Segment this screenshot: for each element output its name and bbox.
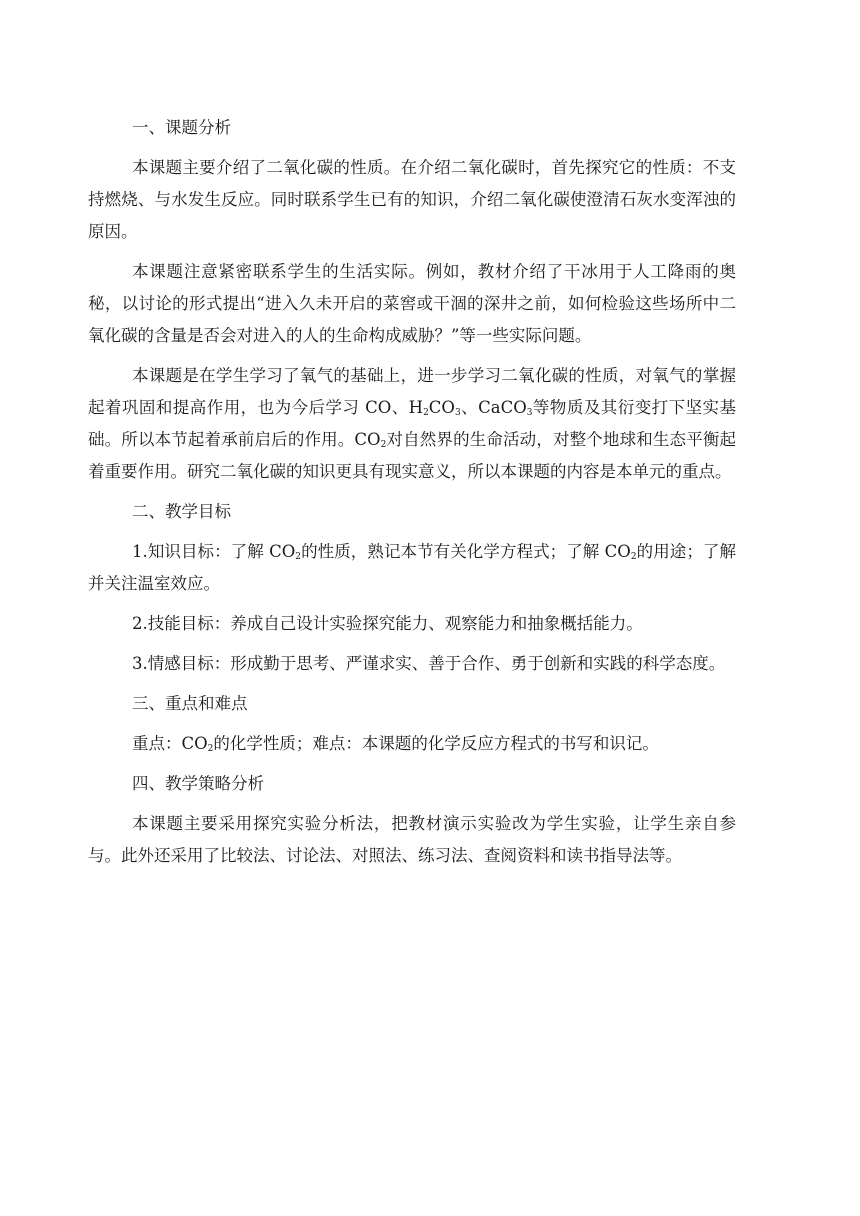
subscript: 2 (630, 552, 637, 562)
text-run: CO (428, 398, 455, 417)
text-run: 等物质及其衍变打下坚实基础。所以本节起着承前启后的作用。CO (88, 398, 737, 449)
goal-skill: 2.技能目标：养成自己设计实验探究能力、观察能力和抽象概括能力。 (132, 614, 643, 633)
section-heading-1: 一、课题分析 (132, 118, 231, 137)
section-heading-3: 三、重点和难点 (132, 694, 248, 713)
subscript: 2 (295, 552, 302, 562)
text-run: 的用途；了解并关注温室效应。 (88, 542, 737, 593)
subscript: 3 (526, 408, 533, 418)
strategy-paragraph: 本课题主要采用探究实验分析法，把教材演示实验改为学生实验，让学生亲自参与。此外还采用了比较法、讨论法、对照法、练习法、查阅资料和读书指导法等。 (88, 814, 736, 865)
text-run: 本课题是在学生学习了氧气的基础上，进一步学习二氧化碳的性质，对氧气的掌握起着巩固和提高作用，也为今后学习 CO、H (88, 366, 736, 417)
paragraph-2: 本课题注意紧密联系学生的生活实际。例如，教材介绍了干冰用于人工降雨的奥秘，以讨论的形式提出“进入久未开启的菜窖或干涸的深井之前，如何检验这些场所中二氧化碳的含量是否会对进入的人的生命构成威胁？”等一些实际问题。 (88, 262, 736, 345)
section-heading-2: 二、教学目标 (132, 502, 231, 521)
subscript: 2 (207, 744, 214, 754)
subscript: 2 (423, 408, 429, 418)
text-run: 1.知识目标：了解 CO (132, 542, 296, 561)
document-body (88, 112, 736, 872)
goal-knowledge (88, 536, 736, 600)
text-run: 重点：CO (132, 734, 208, 753)
subscript: 2 (380, 440, 387, 450)
key-points (88, 728, 736, 760)
text-run: 的性质，熟记本节有关化学方程式；了解 CO (301, 542, 631, 561)
goal-emotion: 3.情感目标：形成勤于思考、严谨求实、善于合作、勇于创新和实践的科学态度。 (132, 654, 726, 673)
text-run: 对自然界的生命活动，对整个地球和生态平衡起着重要作用。研究二氧化碳的知识更具有现实意义，所以本课题的内容是本单元的重点。 (88, 430, 736, 481)
text-run: 、CaCO (460, 398, 527, 417)
text-run: 的化学性质；难点：本课题的化学反应方程式的书写和识记。 (213, 734, 659, 753)
paragraph-1: 本课题主要介绍了二氧化碳的性质。在介绍二氧化碳时，首先探究它的性质：不支持燃烧、与水发生反应。同时联系学生已有的知识，介绍二氧化碳使澄清石灰水变浑浊的原因。 (88, 158, 736, 241)
subscript: 3 (454, 408, 461, 418)
section-heading-4: 四、教学策略分析 (132, 774, 264, 793)
paragraph-3 (88, 360, 736, 488)
